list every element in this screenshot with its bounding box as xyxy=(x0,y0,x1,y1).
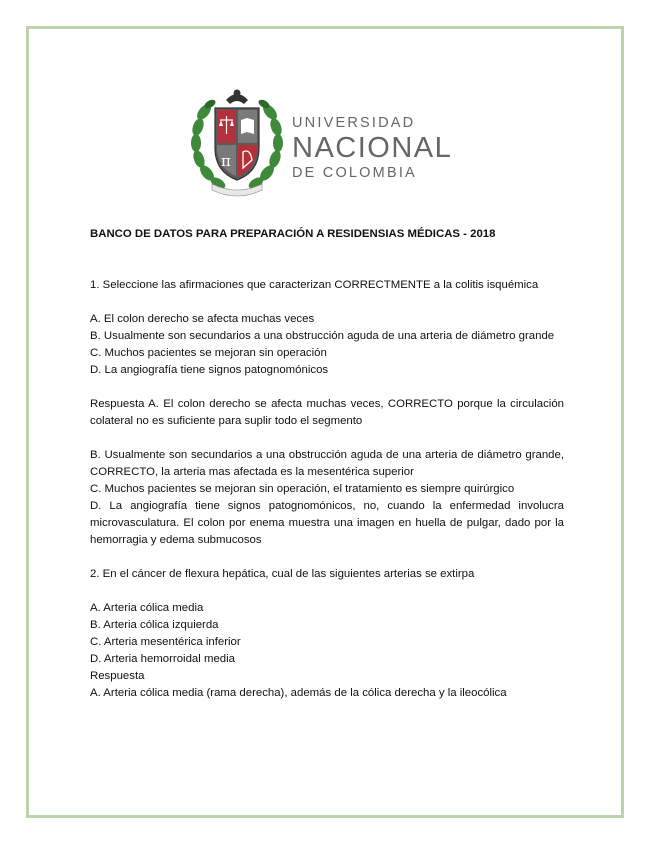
document-title: BANCO DE DATOS PARA PREPARACIÓN A RESIDENSIAS MÉDICAS - 2018 xyxy=(90,228,496,240)
question-1-explanations xyxy=(90,447,564,549)
question-1-explanation-b: B. Usualmente son secundarios a una obstrucción aguda de una arteria de diámetro grande, CORRECTO, la arteria mas afectada es la mesentérica superior xyxy=(90,449,564,478)
svg-text:π: π xyxy=(221,152,231,170)
university-wordmark xyxy=(292,116,452,180)
university-logo xyxy=(188,82,468,207)
university-crest-icon xyxy=(188,82,286,204)
question-1-options xyxy=(90,311,564,379)
question-2-option-b: B. Arteria cólica izquierda xyxy=(90,619,219,631)
question-2-answer: A. Arteria cólica media (rama derecha), además de la cólica derecha y la ileocólica xyxy=(90,687,507,699)
document-body xyxy=(90,226,564,702)
question-1-option-a: A. El colon derecho se afecta muchas veces xyxy=(90,313,315,325)
question-2-option-a: A. Arteria cólica media xyxy=(90,602,204,614)
question-1-option-c: C. Muchos pacientes se mejoran sin operación xyxy=(90,347,327,359)
logo-line-2: NACIONAL xyxy=(292,131,453,164)
question-1-explanation-d: D. La angiografía tiene signos patognomónicos, no, cuando la enfermedad involucra microvasculatura. El colon por enema muestra una imagen en huella de pulgar, dado por la hemorragia y edema submucosos xyxy=(90,500,564,546)
question-2-option-c: C. Arteria mesentérica inferior xyxy=(90,636,241,648)
question-2-option-d: D. Arteria hemorroidal media xyxy=(90,653,235,665)
question-1-option-b: B. Usualmente son secundarios a una obstrucción aguda de una arteria de diámetro grande xyxy=(90,330,555,342)
question-2-answer-label: Respuesta xyxy=(90,670,145,682)
question-1: 1. Seleccione las afirmaciones que caracterizan CORRECTMENTE a la colitis isquémica xyxy=(90,279,539,291)
question-1-explanation-c: C. Muchos pacientes se mejoran sin operación, el tratamiento es siempre quirúrgico xyxy=(90,483,515,495)
question-2: 2. En el cáncer de flexura hepática, cual de las siguientes arterias se extirpa xyxy=(90,568,475,580)
question-2-options xyxy=(90,600,564,702)
question-1-option-d: D. La angiografía tiene signos patognomónicos xyxy=(90,364,329,376)
logo-line-1: UNIVERSIDAD xyxy=(292,115,416,131)
question-1-answer: Respuesta A. El colon derecho se afecta muchas veces, CORRECTO porque la circulación colateral no es suficiente para suplir todo el segmento xyxy=(90,398,564,427)
logo-line-3: DE COLOMBIA xyxy=(292,164,417,181)
